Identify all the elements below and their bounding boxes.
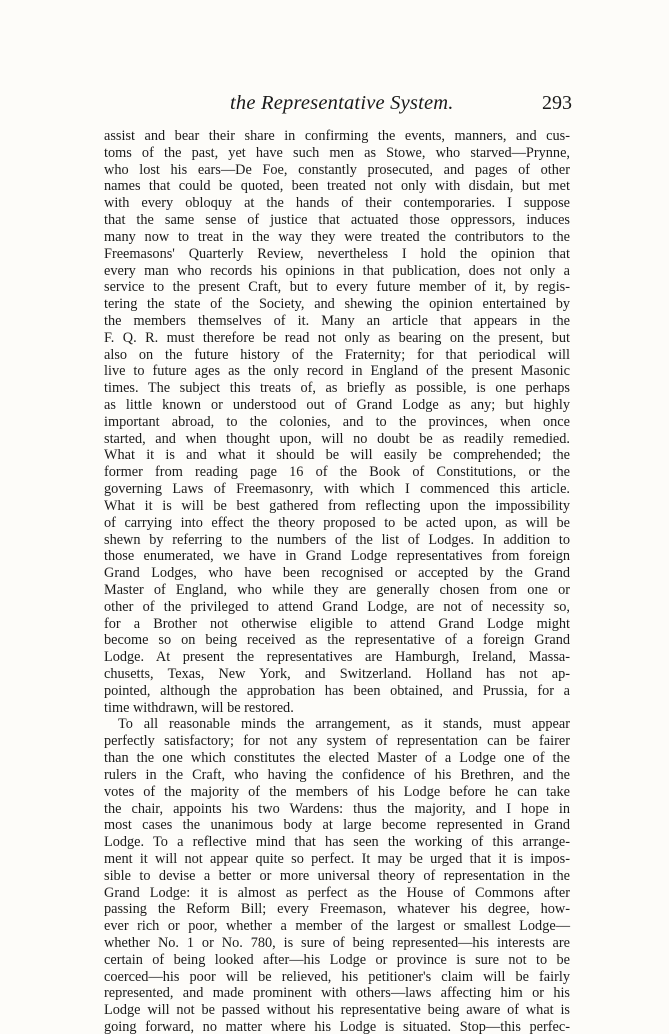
text-line: Freemasons' Quarterly Review, nevertheless I hold the opinion that	[104, 245, 570, 262]
text-line: ment it will not appear quite so perfect. It may be urged that it is impos-	[104, 850, 570, 867]
text-line: times. The subject this treats of, as briefly as possible, is one perhaps	[104, 380, 570, 397]
text-line: that the same sense of justice that actuated those oppressors, induces	[104, 212, 570, 229]
text-line: Lodge. At present the representatives are Hamburgh, Ireland, Massa-	[104, 649, 570, 666]
text-line: toms of the past, yet have such men as Stowe, who starved—Prynne,	[104, 144, 570, 161]
text-line: sible to devise a better or more universal theory of representation in the	[104, 867, 570, 884]
text-line: assist and bear their share in confirming the events, manners, and cus-	[104, 128, 570, 144]
text-line: Grand Lodge: it is almost as perfect as the House of Commons after	[104, 884, 570, 901]
text-line: started, and when thought upon, will no doubt be as readily remedied.	[104, 430, 570, 447]
text-line: many now to treat in the way they were treated the contributors to the	[104, 228, 570, 245]
text-line: tering the state of the Society, and shewing the opinion entertained by	[104, 296, 570, 313]
text-line: who lost his ears—De Foe, constantly prosecuted, and pages of other	[104, 161, 570, 178]
text-line: for a Brother not otherwise eligible to attend Grand Lodge might	[104, 615, 570, 632]
text-line: passing the Reform Bill; every Freemason, whatever his degree, how-	[104, 901, 570, 918]
text-line: names that could be quoted, been treated not only with disdain, but met	[104, 178, 570, 195]
text-line: governing Laws of Freemasonry, with which I commenced this article.	[104, 481, 570, 498]
text-line: those enumerated, we have in Grand Lodge representatives from foreign	[104, 548, 570, 565]
text-line: Master of England, who while they are generally chosen from one or	[104, 581, 570, 598]
text-line: going forward, no matter where his Lodge is situated. Stop—this perfec-	[104, 1019, 570, 1036]
text-line: coerced—his poor will be relieved, his petitioner's claim will be fairly	[104, 968, 570, 985]
text-line: service to the present Craft, but to every future member of it, by regis-	[104, 279, 570, 296]
text-line: time withdrawn, will be restored.	[104, 699, 294, 716]
page-number: 293	[542, 92, 572, 114]
text-line: of carrying into effect the theory proposed to be acted upon, as will be	[104, 514, 570, 531]
text-line: the members themselves of it. Many an article that appears in the	[104, 312, 570, 329]
text-line: Lodge will not be passed without his representative being aware of what is	[104, 1002, 570, 1019]
text-line: most cases the unanimous body at large become represented in Grand	[104, 817, 570, 834]
text-line: also on the future history of the Fraternity; for that periodical will	[104, 346, 570, 363]
text-line: Lodge. To a reflective mind that has seen the working of this arrange-	[104, 834, 570, 851]
text-line: whether No. 1 or No. 780, is sure of being represented—his interests are	[104, 935, 570, 951]
text-line: former from reading page 16 of the Book of Constitutions, or the	[104, 464, 570, 481]
text-line: certain of being looked after—his Lodge or province is sure not to be	[104, 951, 570, 968]
text-line: other of the privileged to attend Grand Lodge, are not of necessity so,	[104, 598, 570, 615]
text-line: than the one which constitutes the elected Master of a Lodge one of the	[104, 750, 570, 767]
text-line: What it is will be best gathered from reflecting upon the impossibility	[104, 497, 570, 514]
running-head	[100, 92, 600, 120]
text-line: To all reasonable minds the arrangement, as it stands, must appear	[118, 716, 570, 733]
text-line: ever rich or poor, whether a member of the largest or smallest Lodge—	[104, 918, 570, 935]
text-line: rulers in the Craft, who having the confidence of his Brethren, and the	[104, 766, 570, 783]
text-line: important abroad, to the colonies, and to the provinces, when once	[104, 413, 570, 430]
text-line: perfectly satisfactory; for not any system of representation can be fairer	[104, 733, 570, 750]
text-line: the chair, appoints his two Wardens: thus the majority, and I hope in	[104, 800, 570, 817]
text-line: Grand Lodges, who have been recognised or accepted by the Grand	[104, 565, 570, 582]
running-title: the Representative System.	[230, 92, 454, 114]
text-line: represented, and made prominent with others—laws affecting him or his	[104, 985, 570, 1002]
text-line: become so on being received as the representative of a foreign Grand	[104, 632, 570, 649]
body-text	[104, 128, 570, 1036]
text-line: live to future ages as the only record in England of the present Masonic	[104, 363, 570, 380]
text-line: F. Q. R. must therefore be read not only as bearing on the present, but	[104, 329, 570, 346]
text-line: What it is and what it should be will easily be comprehended; the	[104, 447, 570, 464]
text-line: pointed, although the approbation has been obtained, and Prussia, for a	[104, 682, 570, 699]
text-line: shewn by referring to the numbers of the list of Lodges. In addition to	[104, 531, 570, 548]
text-line: as little known or understood out of Grand Lodge as any; but highly	[104, 397, 570, 413]
text-line: with every obloquy at the hands of their contemporaries. I suppose	[104, 195, 570, 212]
text-line: every man who records his opinions in that publication, does not only a	[104, 262, 570, 279]
text-line: votes of the majority of the members of his Lodge before he can take	[104, 783, 570, 800]
text-line: chusetts, Texas, New York, and Switzerland. Holland has not ap-	[104, 666, 570, 682]
